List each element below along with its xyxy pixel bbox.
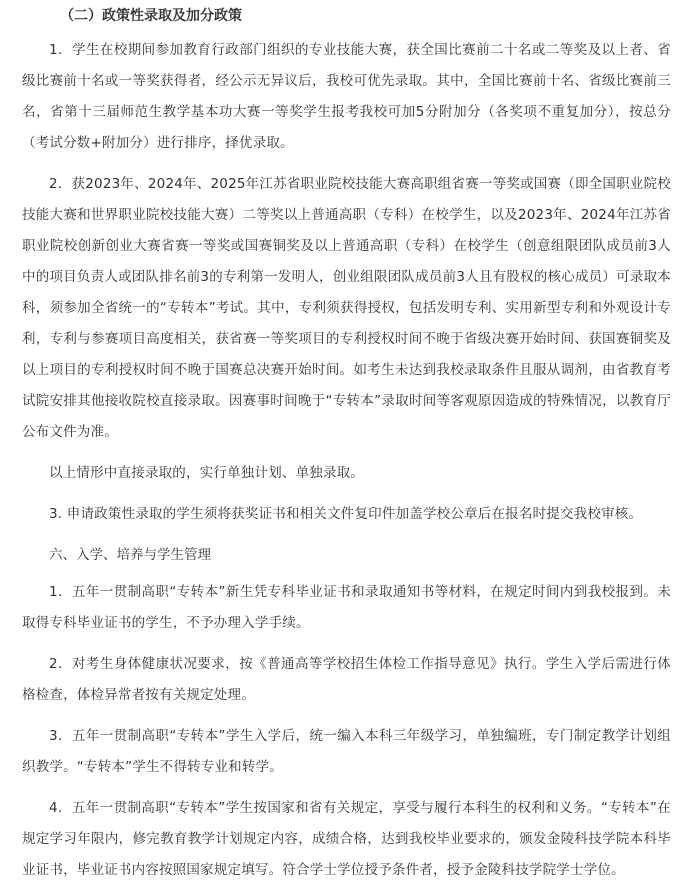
policy-paragraph-1: 1．学生在校期间参加教育行政部门组织的专业技能大赛，获全国比赛前二十名或二等奖及以上者、省级比赛前十名或一等奖获得者，经公示无异议后，我校可优先录取。其中，全国比赛前十名、省级比赛前三名，省第十三届师范生教学基本功大赛一等奖学生报考我校可加5分附加分（各奖项不重复加分），按总分（考试分数+附加分）进行排序，择优录取。 bbox=[22, 42, 671, 151]
admission-paragraph-4: 4．五年一贯制高职“专转本”学生按国家和省有关规定，享受与履行本科生的权利和义务。“专转本”在规定学习年限内，修完教育教学计划规定内容，成绩合格，达到我校毕业要求的，颁发金陵科技学院本科毕业证书，毕业证书内容按照国家规定填写。符合学士学位授予条件者，授予金陵科技学院学士学位。 bbox=[22, 800, 671, 878]
policy-paragraph-3: 3. 申请政策性录取的学生须将获奖证书和相关文件复印件加盖学校公章后在报名时提交我校审核。 bbox=[49, 506, 643, 522]
admission-paragraph-1: 1．五年一贯制高职“专转本”新生凭专科毕业证书和录取通知书等材料，在规定时间内到我校报到。未取得专科毕业证书的学生，不予办理入学手续。 bbox=[22, 584, 671, 631]
admission-paragraph-3: 3．五年一贯制高职“专转本”学生入学后，统一编入本科三年级学习，单独编班，专门制定教学计划组织教学。“专转本”学生不得转专业和转学。 bbox=[22, 728, 671, 775]
policy-paragraph-2: 2．获2023年、2024年、2025年江苏省职业院校技能大赛高职组省赛一等奖或国赛（即全国职业院校技能大赛和世界职业院校技能大赛）二等奖以上普通高职（专科）在校学生，以及2023年、2024年江苏省职业院校创新创业大赛省赛一等奖或国赛铜奖及以上普通高职（专科）在校学生（创意组限团队成员前3人中的项目负责人或团队排名前3的专利第一发明人，创业组限团队成员前3人且有股权的核心成员）可录取本科，须参加全省统一的“专转本”考试。其中，专利须获得授权，包括发明专利、实用新型专利和外观设计专利，专利与参赛项目高度相关，获省赛一等奖项目的专利授权时间不晚于省级决赛开始时间、获国赛铜奖及以上项目的专利授权时间不晚于国赛总决赛开始时间。如考生未达到我校录取条件且服从调剂，由省教育考试院安排其他接收院校直接录取。因赛事时间晚于“专转本”录取时间等客观原因造成的特殊情况，以教育厅公布文件为准。 bbox=[22, 176, 671, 440]
policy-heading: （二）政策性录取及加分政策 bbox=[60, 8, 242, 24]
admission-paragraph-2: 2．对考生身体健康状况要求，按《普通高等学校招生体检工作指导意见》执行。学生入学后需进行体格检查，体检异常者按有关规定处理。 bbox=[22, 656, 671, 703]
section-title: 六、入学、培养与学生管理 bbox=[49, 547, 211, 563]
policy-paragraph-direct-admission: 以上情形中直接录取的，实行单独计划、单独录取。 bbox=[49, 465, 365, 481]
